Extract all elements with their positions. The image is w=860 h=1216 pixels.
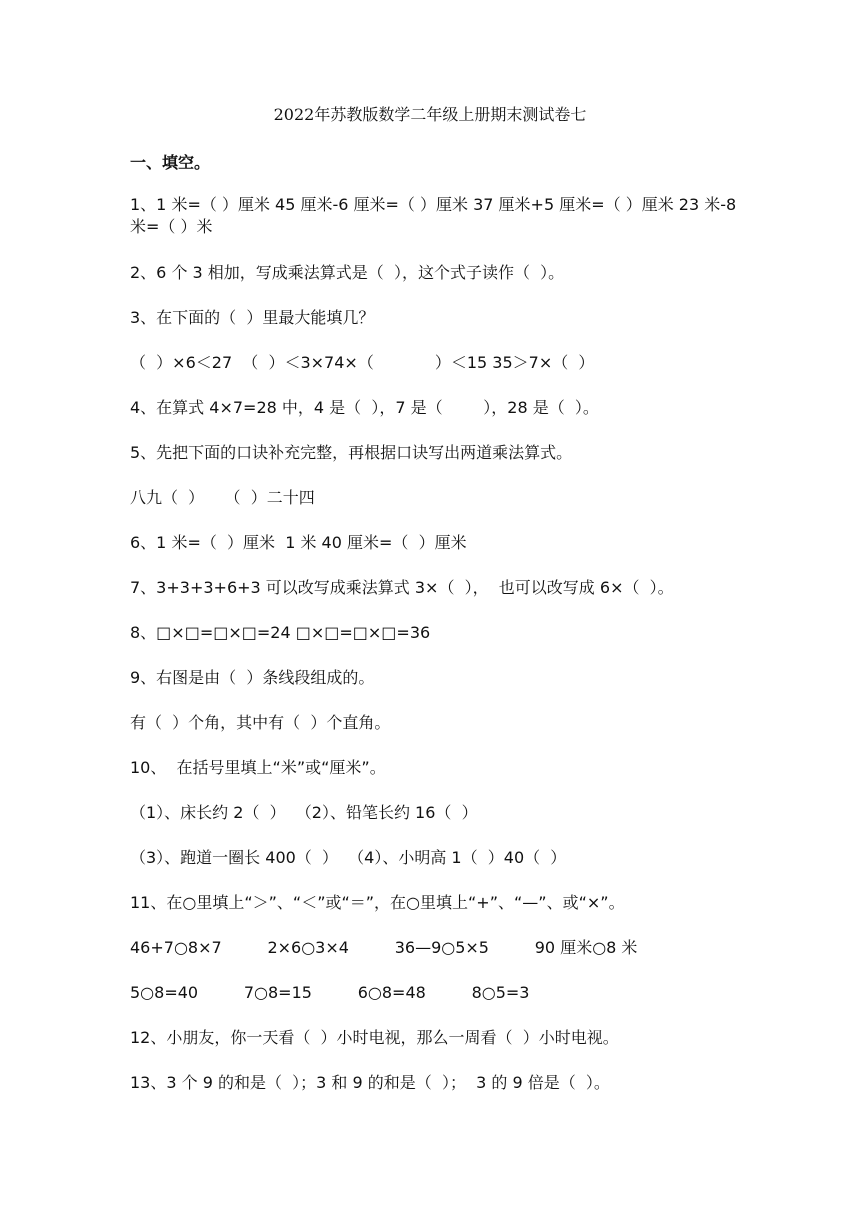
question-1: 1、1 米=（ ）厘米 45 厘米-6 厘米=（ ）厘米 37 厘米+5 厘米=（ ）厘米 23 米-8 米=（ ）米 [130, 195, 737, 236]
question-11-items-a: 46+7○8×7 2×6○3×4 36—9○5×5 90 厘米○8 米 [130, 938, 638, 957]
question-9-items: 有（ ）个角，其中有（ ）个直角。 [130, 713, 391, 732]
question-10-items-a: （1）、床长约 2（ ） （2）、铅笔长约 16（ ） [130, 803, 478, 822]
question-7: 7、3+3+3+6+3 可以改写成乘法算式 3×（ ）， 也可以改写成 6×（ ）。 [130, 578, 674, 597]
question-11: 11、在○里填上“＞”、“＜”或“＝”，在○里填上“+”、“—”、或“×”。 [130, 893, 625, 912]
question-3: 3、在下面的（ ）里最大能填几？ [130, 308, 375, 327]
question-10-items-b: （3）、跑道一圈长 400（ ） （4）、小明高 1（ ）40（ ） [130, 848, 567, 867]
question-2: 2、6 个 3 相加，写成乘法算式是（ ），这个式子读作（ ）。 [130, 263, 565, 282]
question-5-items: 八九（ ） （ ）二十四 [130, 488, 315, 507]
question-9: 9、右图是由（ ）条线段组成的。 [130, 668, 375, 687]
question-13: 13、3 个 9 的和是（ ）；3 和 9 的和是（ ）； 3 的 9 倍是（ ）。 [130, 1073, 610, 1092]
document-title: 2022年苏教版数学二年级上册期末测试卷七 [273, 105, 587, 124]
question-8: 8、□×□=□×□=24 □×□=□×□=36 [130, 623, 431, 642]
question-5: 5、先把下面的口诀补充完整，再根据口诀写出两道乘法算式。 [130, 443, 573, 462]
question-12: 12、小朋友，你一天看（ ）小时电视，那么一周看（ ）小时电视。 [130, 1028, 619, 1047]
question-11-items-b: 5○8=40 7○8=15 6○8=48 8○5=3 [130, 983, 530, 1002]
question-6: 6、1 米=（ ）厘米 1 米 40 厘米=（ ）厘米 [130, 533, 467, 552]
question-3-items: （ ）×6＜27 （ ）＜3×74×（ ）＜15 35＞7×（ ） [130, 353, 595, 372]
question-10: 10、 在括号里填上“米”或“厘米”。 [130, 758, 386, 777]
section-heading-fill-in: 一、填空。 [130, 153, 211, 172]
question-4: 4、在算式 4×7=28 中，4 是（ ），7 是（ ），28 是（ ）。 [130, 398, 599, 417]
